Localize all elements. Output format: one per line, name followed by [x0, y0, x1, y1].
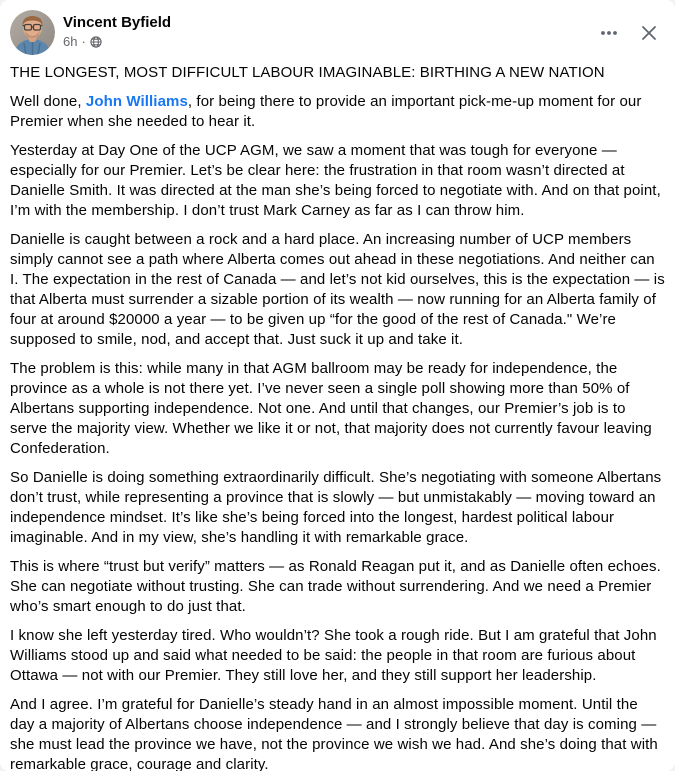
post-paragraph-2: Yesterday at Day One of the UCP AGM, we saw a moment that was tough for everyone — especially for our Premier. Let’s be clear here: the frustration in that room wasn’t directed at Danielle Smith. It was directed at the man she’s being forced to negotiate with. And on that point, I’m with the membership. I don’t trust Mark Carney as far as I can throw him. [10, 142, 661, 219]
close-icon [639, 23, 659, 43]
paragraph-text: , for being there to provide an important pick-me-up moment for our Premier when she needed to hear it. [10, 93, 642, 130]
post-header [0, 0, 675, 61]
author-block [63, 10, 597, 50]
post-body [0, 61, 675, 771]
post-paragraph-8: And I agree. I’m grateful for Danielle’s steady hand in an almost impossible moment. Until the day a majority of Albertans choose independence — and I strongly believe that day is coming — she must lead the province we have, not the province we wish we had. And she’s doing that with remarkable grace, courage and clarity. [10, 696, 658, 771]
post-paragraph-3: Danielle is caught between a rock and a hard place. An increasing number of UCP members simply cannot see a path where Alberta comes out ahead in these negotiations. And neither can I. The expectation in the rest of Canada — and let’s not kid ourselves, this is the expectation — is that Alberta must surrender a sizable portion of its wealth — now running for an Alberta family of four at around $20000 a year — to be given up “for the good of the rest of Canada." We’re supposed to smile, nod, and accept that. Just suck it up and take it. [10, 231, 665, 348]
avatar-image [10, 10, 55, 55]
globe-icon [90, 36, 102, 48]
paragraph-text: Well done, [10, 93, 86, 110]
post-meta [63, 33, 597, 50]
post-paragraph-1 [10, 92, 665, 132]
timestamp[interactable]: 6h [63, 34, 78, 49]
avatar[interactable] [10, 10, 55, 55]
close-button[interactable] [637, 21, 661, 45]
more-options-button[interactable] [597, 21, 621, 45]
john-williams-link[interactable]: John Williams [85, 93, 188, 110]
post-paragraph-6: This is where “trust but verify” matters — as Ronald Reagan put it, and as Danielle often echoes. She can negotiate without trusting. She can trade without surrendering. And we need a Premier who’s smart enough to do just that. [10, 558, 661, 615]
author-name[interactable]: Vincent Byfield [63, 14, 172, 31]
header-actions [597, 10, 661, 45]
post-paragraph-4: The problem is this: while many in that AGM ballroom may be ready for independence, the province as a whole is not there yet. I’ve never seen a single poll showing more than 50% of Albertans supporting independence. Not one. And until that changes, our Premier’s job is to serve the majority view. Whether we like it or not, that majority does not currently favour leaving Confederation. [10, 360, 652, 457]
post-title: THE LONGEST, MOST DIFFICULT LABOUR IMAGINABLE: BIRTHING A NEW NATION [10, 64, 605, 81]
post-paragraph-7: I know she left yesterday tired. Who wouldn’t? She took a rough ride. But I am grateful that John Williams stood up and said what needed to be said: the people in that room are furious about Ottawa — not with our Premier. They still love her, and they still support her leadership. [10, 627, 657, 684]
meta-separator: · [81, 34, 86, 49]
post-paragraph-5: So Danielle is doing something extraordinarily difficult. She’s negotiating with someone Albertans don’t trust, while representing a province that is slowly — but unmistakably — moving toward an independence mindset. It’s like she’s being forced into the longest, hardest political labour imaginable. And in my view, she’s handling it with remarkable grace. [10, 469, 662, 546]
ellipsis-icon [599, 23, 619, 43]
